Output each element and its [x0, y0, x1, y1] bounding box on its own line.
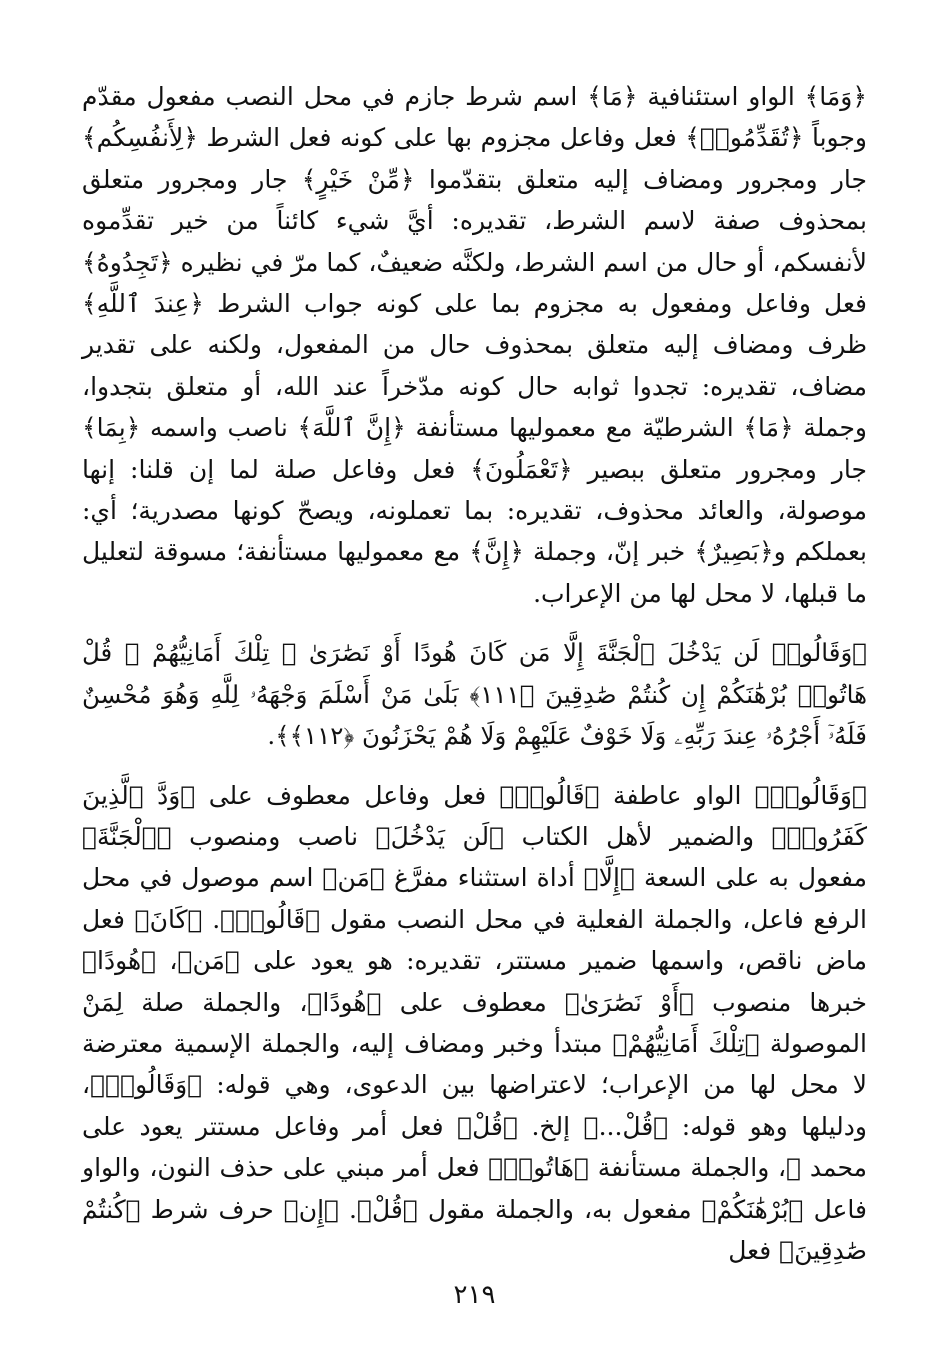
page-number: ٢١٩ [453, 1280, 496, 1310]
paragraph-commentary-1: ﴿وَمَا﴾ الواو استئنافية ﴿مَا﴾ اسم شرط جازم في محل النصب مفعول مقدّم وجوباً ﴿تُقَدِّمُوا۟﴾ فعل وفاعل مجزوم بها على كونه فعل الشرط ﴿لِأَنفُسِكُم﴾ جار ومجرور ومضاف إليه متعلق بتقدّموا ﴿مِّنْ خَيْرٍ﴾ جار ومجرور متعلق بمحذوف صفة لاسم الشرط، تقديره: أيَّ شيء كائناً من خير تقدِّموه لأنفسكم، أو حال من اسم الشرط، ولكنَّه ضعيفٌ، كما مرّ في نظيره ﴿تَجِدُوهُ﴾ فعل وفاعل ومفعول به مجزوم بما على كونه جواب الشرط ﴿عِندَ ٱللَّهِ﴾ ظرف ومضاف إليه متعلق بمحذوف حال من المفعول، ولكنه على تقدير مضاف، تقديره: تجدوا ثوابه حال كونه مدّخراً عند الله، أو متعلق بتجدوا، وجملة ﴿مَا﴾ الشرطيّة مع معموليها مستأنفة ﴿إِنَّ ٱللَّهَ﴾ ناصب واسمه ﴿بِمَا﴾ جار ومجرور متعلق ببصير ﴿تَعْمَلُونَ﴾ فعل وفاعل صلة لما إن قلنا: إنها موصولة، والعائد محذوف، تقديره: بما تعملونه، ويصحّ كونها مصدرية؛ أي: بعملكم و﴿بَصِيرٌ﴾ خبر إنّ، وجملة ﴿إِنَّ﴾ مع معموليها مستأنفة؛ مسوقة لتعليل ما قبلها، لا محل لها من الإعراب. [82, 82, 867, 608]
paragraph-quran-verse: ﴿وَقَالُوا۟ لَن يَدْخُلَ ٱلْجَنَّةَ إِلَّا مَن كَانَ هُودًا أَوْ نَصَٰرَىٰ ۗ تِلْكَ أَمَانِيُّهُمْ ۗ قُلْ هَاتُوا۟ بُرْهَٰنَكُمْ إِن كُنتُمْ صَٰدِقِينَ ﴿١١١﴾ بَلَىٰ مَنْ أَسْلَمَ وَجْهَهُۥ لِلَّهِ وَهُوَ مُحْسِنٌ فَلَهُۥٓ أَجْرُهُۥ عِندَ رَبِّهِۦ وَلَا خَوْفٌ عَلَيْهِمْ وَلَا هُمْ يَحْزَنُونَ ﴿١١٢﴾﴾. [82, 638, 867, 751]
paragraph-commentary-2: ﴿وَقَالُوا۟﴾ الواو عاطفة ﴿قَالُوا۟﴾ فعل وفاعل معطوف على ﴿وَدَّ ٱلَّذِينَ كَفَرُوا۟﴾ والضمير لأهل الكتاب ﴿لَن يَدْخُلَ﴾ ناصب ومنصوب ﴿ٱلْجَنَّةَ﴾ مفعول به على السعة ﴿إِلَّا﴾ أداة استثناء مفرَّغ ﴿مَن﴾ اسم موصول في محل الرفع فاعل، والجملة الفعلية في محل النصب مقول ﴿قَالُوا۟﴾. ﴿كَانَ﴾ فعل ماض ناقص، واسمها ضمير مستتر، تقديره: هو يعود على ﴿مَن﴾، ﴿هُودًا﴾ خبرها منصوب ﴿أَوْ نَصَٰرَىٰ﴾ معطوف على ﴿هُودًا﴾، والجملة صلة لِمَنْ الموصولة ﴿تِلْكَ أَمَانِيُّهُمْ﴾ مبتدأ وخبر ومضاف إليه، والجملة الإسمية معترضة لا محل لها من الإعراب؛ لاعتراضها بين الدعوى، وهي قوله: ﴿وَقَالُوا۟﴾، ودليلها وهو قوله: ﴿قُلْ...﴾ إلخ. ﴿قُلْ﴾ فعل أمر وفاعل مستتر يعود على محمد ﷺ، والجملة مستأنفة ﴿هَاتُوا۟﴾ فعل أمر مبني على حذف النون، والواو فاعل ﴿بُرْهَٰنَكُمْ﴾ مفعول به، والجملة مقول ﴿قُلْ﴾. ﴿إِن﴾ حرف شرط ﴿كُنتُمْ صَٰدِقِينَ﴾ فعل [82, 780, 867, 1265]
